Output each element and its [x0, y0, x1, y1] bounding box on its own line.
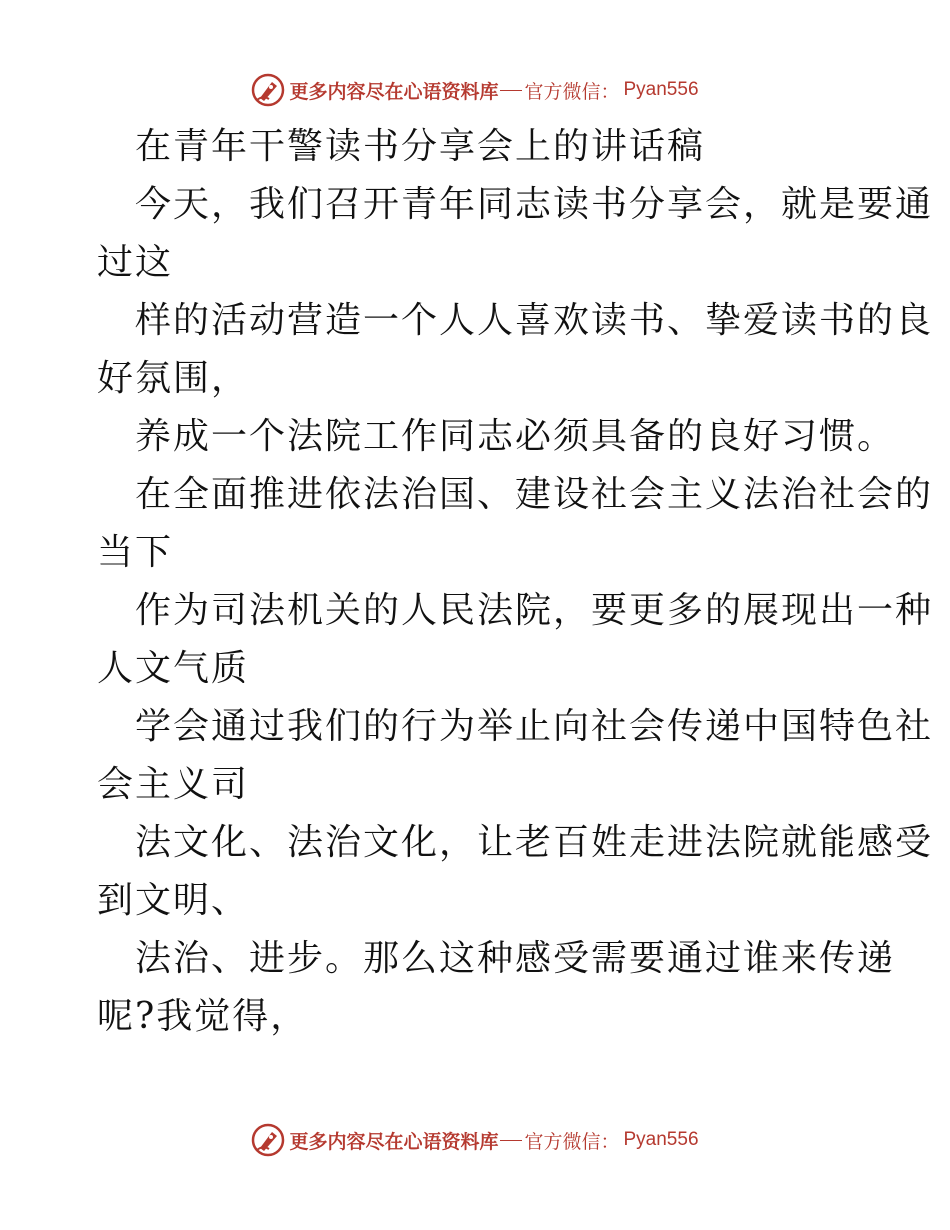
paragraph-line: 法治、进步。那么这种感受需要通过谁来传递 — [135, 938, 896, 979]
watermark-id: Pyan556 — [623, 79, 699, 100]
paragraph-line: 法文化、法治文化，让老百姓走进法院就能感受 — [135, 822, 934, 863]
watermark-main-text: 更多内容尽在心语资料库 — [289, 1130, 499, 1153]
paragraph-line: 今天，我们召开青年同志读书分享会，就是要通 — [135, 184, 934, 225]
paragraph-line: 当下 — [97, 532, 174, 573]
paragraph-line: 到文明、 — [97, 880, 250, 921]
paragraph-line: 过这 — [97, 242, 174, 283]
paragraph-line: 样的活动营造一个人人喜欢读书、挚爱读书的良 — [135, 300, 934, 341]
watermark-dash — [500, 1140, 522, 1141]
paragraph-line: 会主义司 — [97, 764, 250, 805]
paragraph-line: 在全面推进依法治国、建设社会主义法治社会的 — [135, 474, 934, 515]
document-body — [97, 118, 934, 1046]
paragraph-line: 学会通过我们的行为举止向社会传递中国特色社 — [135, 706, 934, 747]
watermark-dash — [500, 90, 522, 91]
watermark-label: 官方微信： — [524, 1130, 620, 1153]
watermark-main-text: 更多内容尽在心语资料库 — [289, 80, 499, 103]
watermark-id: Pyan556 — [623, 1129, 699, 1150]
paragraph-line: 作为司法机关的人民法院，要更多的展现出一种 — [135, 590, 934, 631]
pen-nib-logo-icon — [251, 73, 285, 107]
footer-watermark — [0, 1120, 950, 1160]
watermark-label: 官方微信： — [524, 80, 620, 103]
paragraph-line: 人文气质 — [97, 648, 250, 689]
paragraph-line: 好氛围， — [97, 358, 250, 399]
paragraph-line: 呢?我觉得， — [97, 996, 309, 1037]
header-watermark — [0, 70, 950, 110]
document-title: 在青年干警读书分享会上的讲话稿 — [135, 126, 706, 167]
paragraph-line: 养成一个法院工作同志必须具备的良好习惯。 — [135, 416, 896, 457]
pen-nib-logo-icon — [251, 1123, 285, 1157]
